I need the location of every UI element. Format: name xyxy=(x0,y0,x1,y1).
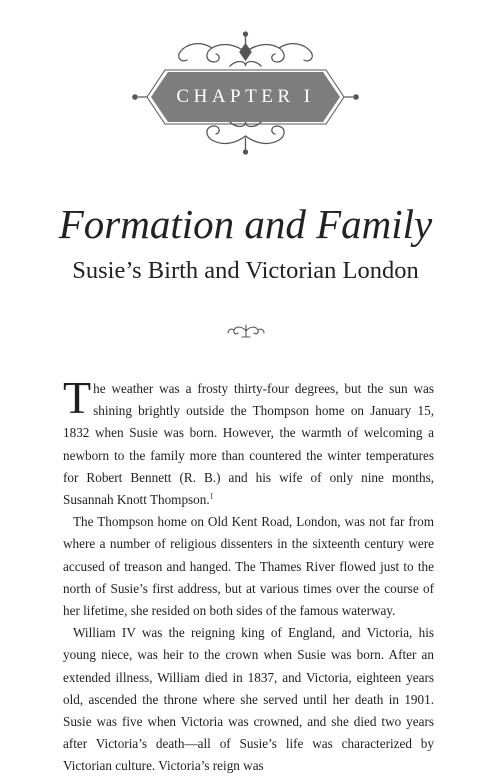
footnote-marker: 1 xyxy=(209,491,214,501)
chapter-label: CHAPTER I xyxy=(176,86,315,107)
drop-cap: T xyxy=(63,372,92,423)
chapter-subtitle: Susie’s Birth and Victorian London xyxy=(72,257,419,284)
chapter-body-text xyxy=(63,372,434,778)
fleuron-ornament-icon xyxy=(225,322,267,340)
paragraph-3: William IV was the reigning king of England, and Victoria, his young niece, was heir to the crown when Susie was born. After an extended illness, William died in 1837, and Victoria, eighteen years old, ascended the throne where she served until her death in 1901. Susie was five when Victoria was crowned, and she died two years after Victoria’s death—all of Susie’s life was characterized by Victorian culture. Victoria’s reign was xyxy=(63,625,434,774)
paragraph-2: The Thompson home on Old Kent Road, London, was not far from where a number of religious dissenters in the sixteenth century were accused of treason and hanged. The Thames River flowed just to the north of Susie’s first address, but at various times over the course of her lifetime, she resided on both sides of the famous waterway. xyxy=(63,514,434,619)
chapter-title: Formation and Family xyxy=(58,201,433,247)
paragraph-1 xyxy=(63,372,434,511)
header-flourish-ornament xyxy=(0,0,491,160)
paragraph-1-text: he weather was a frosty thirty-four degrees, but the sun was shining brightly outside the Thompson home on January 15, 1832 when Susie was born. However, the warmth of welcoming a newborn to the family more than countered the winter temperatures for Robert Bennett (R. B.) and his wife of only nine months, Susannah Knott Thompson. xyxy=(63,381,434,508)
